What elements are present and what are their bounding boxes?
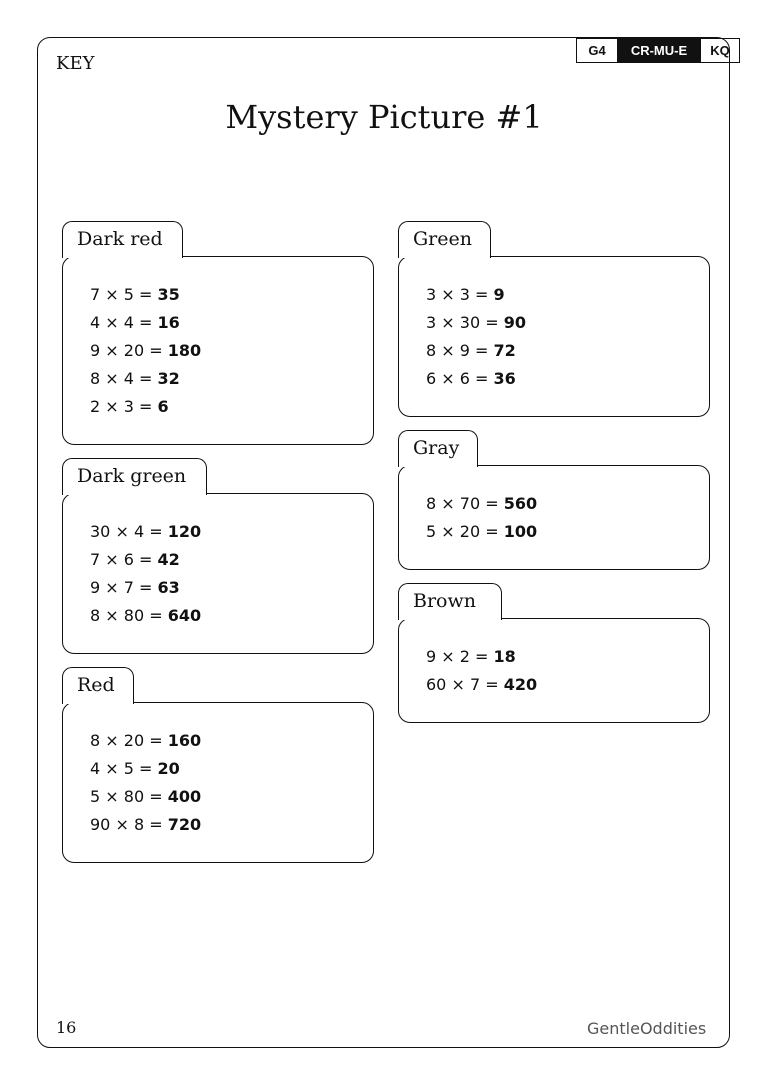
problem-question: 8 × 9 =	[426, 341, 494, 360]
worksheet-code	[576, 38, 740, 63]
group-label: Gray	[398, 430, 478, 467]
grade-code: G4	[577, 39, 618, 62]
key-code: KQ	[700, 39, 739, 62]
problem-answer: 18	[493, 647, 516, 666]
problem-line	[426, 337, 709, 365]
problem-line	[426, 365, 709, 393]
key-label: KEY	[56, 53, 95, 74]
problem-question: 8 × 20 =	[90, 731, 168, 750]
group-label: Dark red	[62, 221, 183, 258]
problem-line	[426, 490, 709, 518]
problem-line	[426, 671, 709, 699]
problem-answer: 36	[493, 369, 516, 388]
problem-line	[426, 643, 709, 671]
problem-line	[90, 393, 373, 421]
problem-line	[90, 755, 373, 783]
problem-question: 9 × 7 =	[90, 578, 158, 597]
problem-question: 4 × 5 =	[90, 759, 158, 778]
problem-box	[62, 256, 374, 445]
problem-box	[62, 702, 374, 863]
problem-question: 30 × 4 =	[90, 522, 168, 541]
problem-question: 60 × 7 =	[426, 675, 504, 694]
problem-question: 90 × 8 =	[90, 815, 168, 834]
problem-question: 5 × 20 =	[426, 522, 504, 541]
problem-question: 8 × 70 =	[426, 494, 504, 513]
problem-box	[398, 618, 710, 723]
problem-answer: 72	[493, 341, 516, 360]
problem-answer: 560	[503, 494, 538, 513]
problem-question: 9 × 20 =	[90, 341, 168, 360]
problem-line	[90, 574, 373, 602]
problem-line	[426, 518, 709, 546]
page-title: Mystery Picture #1	[225, 98, 543, 136]
problem-line	[90, 365, 373, 393]
problem-answer: 180	[167, 341, 202, 360]
problem-question: 7 × 5 =	[90, 285, 158, 304]
group-label: Red	[62, 667, 134, 704]
problem-question: 4 × 4 =	[90, 313, 158, 332]
problem-box	[62, 493, 374, 654]
brand-logo: GentleOddities	[587, 1019, 707, 1038]
problem-question: 9 × 2 =	[426, 647, 494, 666]
problem-answer: 400	[167, 787, 202, 806]
problem-answer: 35	[157, 285, 180, 304]
problem-line	[90, 602, 373, 630]
problem-line	[90, 546, 373, 574]
problem-question: 3 × 30 =	[426, 313, 504, 332]
problem-answer: 420	[503, 675, 538, 694]
problem-box	[398, 256, 710, 417]
problem-answer: 640	[167, 606, 202, 625]
problem-line	[90, 281, 373, 309]
problem-line	[90, 518, 373, 546]
problem-question: 3 × 3 =	[426, 285, 494, 304]
problem-line	[90, 811, 373, 839]
topic-code: CR-MU-E	[618, 39, 700, 62]
group-label: Brown	[398, 583, 502, 620]
problem-answer: 9	[493, 285, 505, 304]
problem-question: 7 × 6 =	[90, 550, 158, 569]
problem-line	[426, 281, 709, 309]
problem-answer: 90	[503, 313, 526, 332]
problem-answer: 720	[167, 815, 202, 834]
problem-answer: 32	[157, 369, 180, 388]
group-label: Dark green	[62, 458, 207, 495]
group-label: Green	[398, 221, 491, 258]
problem-question: 6 × 6 =	[426, 369, 494, 388]
problem-line	[90, 309, 373, 337]
problem-question: 2 × 3 =	[90, 397, 158, 416]
problem-line	[90, 337, 373, 365]
problem-box	[398, 465, 710, 570]
problem-question: 8 × 4 =	[90, 369, 158, 388]
problem-answer: 100	[503, 522, 538, 541]
problem-line	[90, 783, 373, 811]
problem-line	[426, 309, 709, 337]
problem-question: 8 × 80 =	[90, 606, 168, 625]
page-number: 16	[56, 1018, 77, 1037]
problem-answer: 16	[157, 313, 180, 332]
problem-answer: 160	[167, 731, 202, 750]
problem-answer: 120	[167, 522, 202, 541]
problem-answer: 6	[157, 397, 169, 416]
problem-question: 5 × 80 =	[90, 787, 168, 806]
problem-line	[90, 727, 373, 755]
problem-answer: 20	[157, 759, 180, 778]
problem-answer: 63	[157, 578, 180, 597]
problem-answer: 42	[157, 550, 180, 569]
